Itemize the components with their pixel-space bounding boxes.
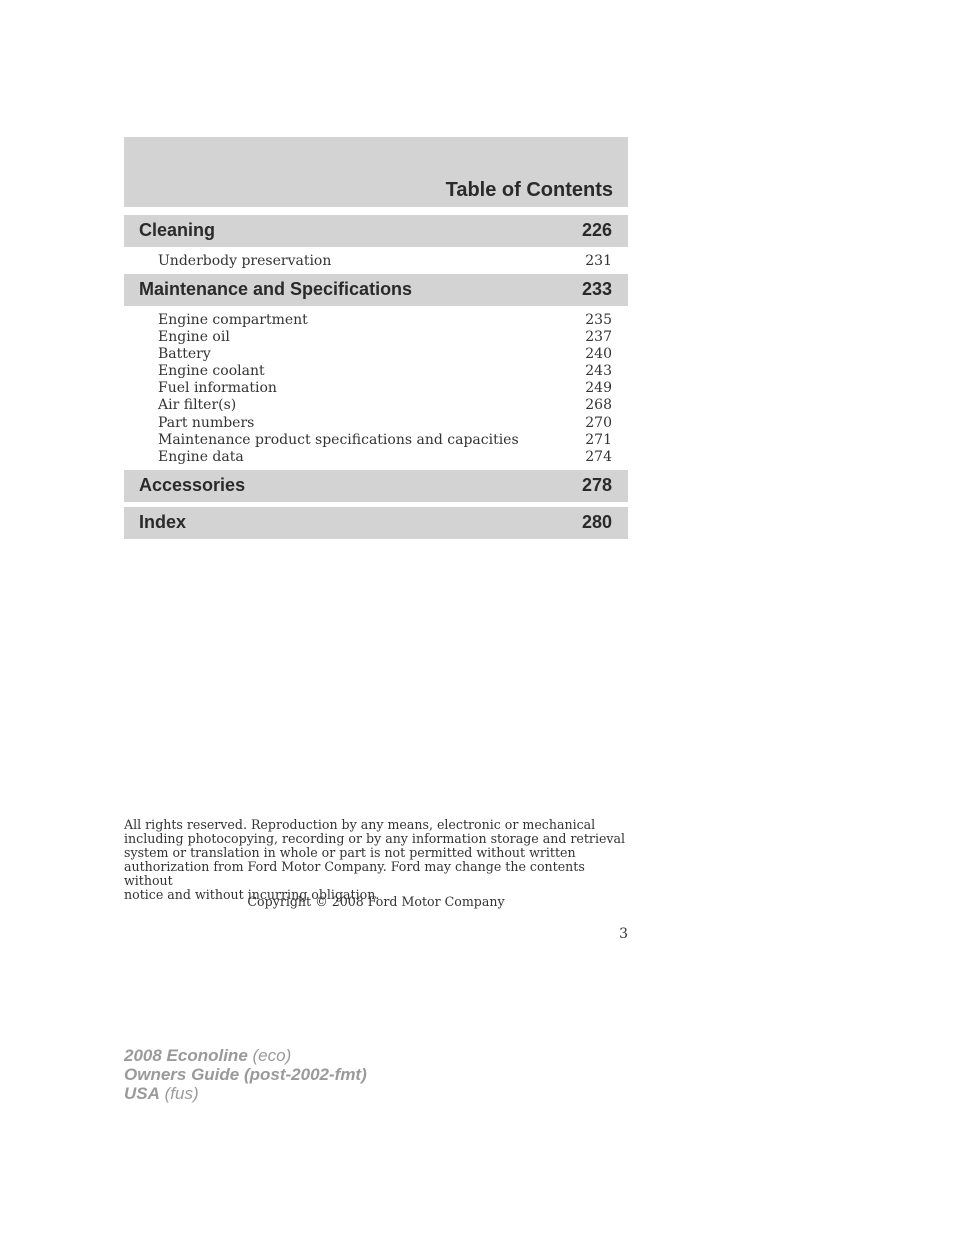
entry-page: 235: [585, 312, 612, 328]
page-number: 3: [619, 926, 628, 942]
entry-label: Part numbers: [158, 414, 255, 431]
section-label: Index: [139, 512, 187, 532]
footer-line-3: [124, 1084, 367, 1103]
toc-entry[interactable]: [158, 329, 612, 346]
section-label: Cleaning: [139, 220, 216, 240]
section-label: Maintenance and Specifications: [139, 279, 413, 299]
entry-page: 249: [585, 380, 612, 397]
legal-notice: [124, 818, 628, 902]
entry-page: 274: [585, 448, 612, 465]
section-page: 278: [581, 475, 612, 495]
section-accessories[interactable]: [124, 470, 628, 502]
entry-label: Engine data: [158, 448, 244, 465]
section-index[interactable]: [124, 507, 628, 539]
toc-entry[interactable]: [158, 432, 612, 449]
entry-label: Air filter(s): [158, 397, 237, 414]
entry-page: 240: [585, 346, 612, 363]
section-label: Accessories: [139, 475, 246, 495]
toc-header: [124, 137, 628, 207]
entry-page: 243: [585, 363, 612, 380]
footer-line-1: [124, 1046, 367, 1065]
toc-entry[interactable]: [158, 380, 612, 397]
toc-entry[interactable]: [158, 312, 612, 329]
entry-page: 271: [585, 431, 612, 448]
section-page: 233: [581, 279, 612, 299]
footer-market-code: (fus): [164, 1084, 199, 1103]
legal-line: system or translation in whole or part is not permitted without written: [124, 845, 576, 860]
toc-entry[interactable]: [158, 346, 612, 363]
toc-entry[interactable]: [158, 363, 612, 380]
entry-label: Battery: [158, 346, 211, 363]
entry-page: 270: [585, 414, 612, 431]
entry-label: Engine coolant: [158, 363, 265, 380]
legal-line: including photocopying, recording or by any information storage and retrieval: [124, 831, 626, 846]
footer-market: USA: [124, 1084, 160, 1103]
copyright: Copyright © 2008 Ford Motor Company: [247, 894, 505, 909]
maintenance-entries: [158, 312, 612, 466]
footer-guide: Owners Guide (post-2002-fmt): [124, 1065, 367, 1084]
section-page: 280: [581, 512, 612, 532]
toc-entry[interactable]: [158, 397, 612, 414]
section-cleaning[interactable]: [124, 215, 628, 247]
entry-label: Fuel information: [158, 380, 277, 397]
entry-page: 237: [585, 329, 612, 346]
footer-model-code: (eco): [252, 1046, 292, 1065]
entry-page: 268: [585, 397, 612, 414]
document-footer: [124, 1046, 367, 1103]
toc-entry[interactable]: [158, 253, 612, 270]
section-maintenance[interactable]: [124, 274, 628, 306]
section-page: 226: [581, 220, 612, 240]
footer-model: 2008 Econoline: [124, 1046, 248, 1065]
legal-line: notice and without incurring obligation.: [124, 887, 380, 902]
entry-label: Maintenance product specifications and capacities: [158, 431, 519, 448]
entry-page: 231: [585, 253, 612, 269]
entry-label: Underbody preservation: [158, 253, 332, 269]
legal-line: authorization from Ford Motor Company. Ford may change the contents without: [124, 859, 585, 888]
legal-line: All rights reserved. Reproduction by any means, electronic or mechanical: [124, 817, 596, 832]
entry-label: Engine oil: [158, 329, 230, 346]
page-title: Table of Contents: [445, 179, 613, 201]
cleaning-entries: [158, 253, 612, 270]
toc-entry[interactable]: [158, 449, 612, 466]
toc-entry[interactable]: [158, 415, 612, 432]
footer-line-2: [124, 1065, 367, 1084]
entry-label: Engine compartment: [158, 312, 308, 328]
